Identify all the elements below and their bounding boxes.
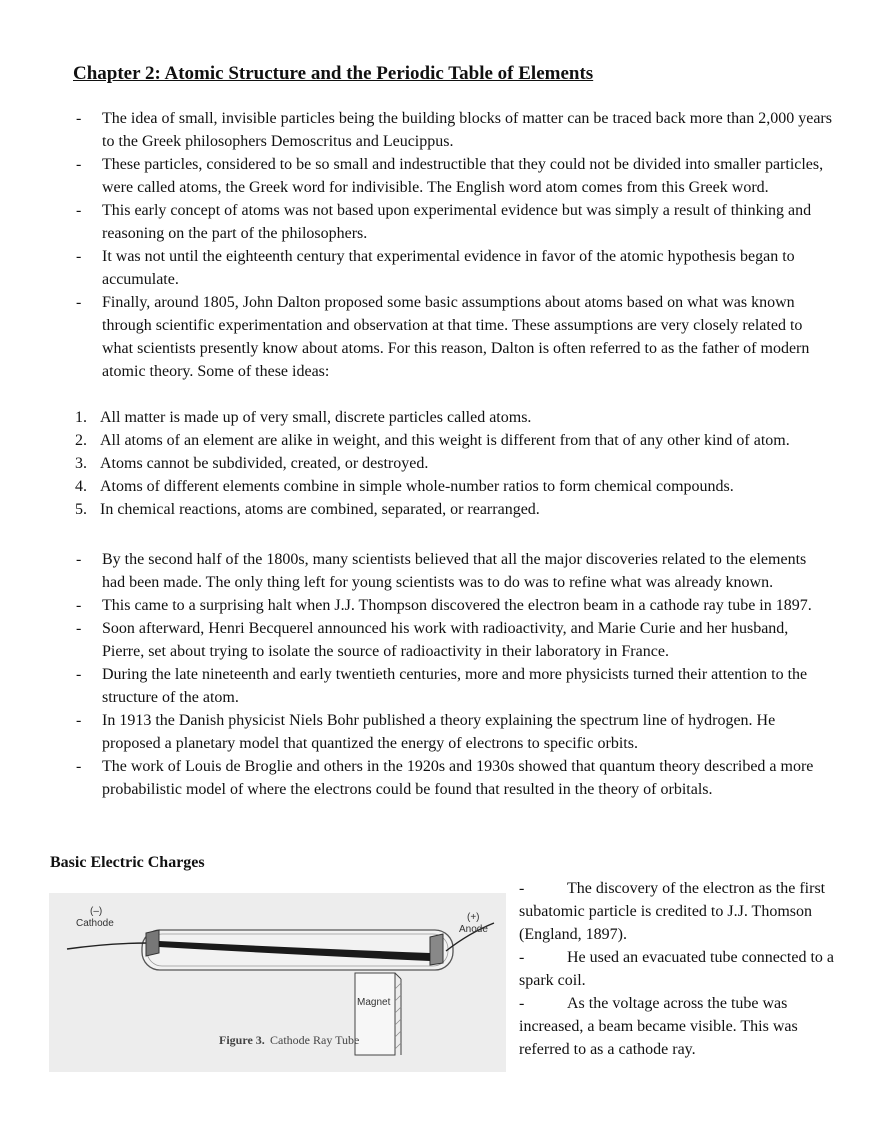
bullet-dash: - [76,248,82,265]
bullet-text: The discovery of the electron as the first subatomic particle is credited to J.J. Thomson (England, 1897). [519,880,826,943]
cathode-label: Cathode [76,918,114,929]
list-item [0,755,880,801]
bullet-text: He used an evacuated tube connected to a spark coil. [519,949,834,989]
item-number: 3. [75,455,87,472]
list-item [0,107,880,153]
bullet-text: This early concept of atoms was not based upon experimental evidence but was simply a result of thinking and reasoning on the part of the philosophers. [102,202,812,242]
list-item [519,877,839,946]
item-text: All matter is made up of very small, discrete particles called atoms. [100,409,532,426]
list-item [519,946,839,992]
list-item [0,406,880,429]
bullet-text: Soon afterward, Henri Becquerel announced his work with radioactivity, and Marie Curie and her husband, Pierre, set about trying to isolate the source of radioactivity in their laboratory in France. [102,620,789,660]
intro-bullet-list [0,107,880,383]
list-item [0,153,880,199]
figure-caption-text: Cathode Ray Tube [270,1033,360,1047]
cathode-electrode [146,930,159,956]
list-item [0,475,880,498]
bullet-dash: - [76,597,82,614]
bullet-text: The work of Louis de Broglie and others in the 1920s and 1930s showed that quantum theory described a more probabilistic model of where the electrons could be found that resulted in the theory of orbitals. [102,758,814,798]
cathode-sign: (–) [90,906,103,917]
chapter-title: Chapter 2: Atomic Structure and the Periodic Table of Elements [73,63,594,84]
dalton-ideas-list [0,406,880,521]
list-item [0,498,880,521]
list-item [0,452,880,475]
item-text: In chemical reactions, atoms are combined, separated, or rearranged. [100,501,540,518]
bullet-dash: - [76,712,82,729]
bullet-dash: - [76,110,82,127]
bullet-text: During the late nineteenth and early twentieth centuries, more and more physicists turned their attention to the structure of the atom. [102,666,808,706]
list-item [0,291,880,383]
list-item [0,594,880,617]
bullet-text: The idea of small, invisible particles being the building blocks of matter can be traced back more than 2,000 years to the Greek philosophers Demoscritus and Leucippus. [102,110,832,150]
bullet-dash: - [76,551,82,568]
bullet-dash: - [519,880,525,897]
figure-caption-number: Figure 3. [219,1033,265,1047]
section-heading: Basic Electric Charges [50,854,205,871]
side-bullet-list [519,877,839,1061]
list-item [519,992,839,1061]
bullet-text: In 1913 the Danish physicist Niels Bohr published a theory explaining the spectrum line of hydrogen. He proposed a planetary model that quantized the energy of electrons to specific orbits. [102,712,776,752]
bullet-dash: - [519,995,525,1012]
cathode-ray-tube-diagram [49,893,506,1072]
anode-electrode [430,934,443,965]
bullet-text: These particles, considered to be so small and indestructible that they could not be divided into smaller particles, were called atoms, the Greek word for indivisible. The English word atom comes from this Greek word. [102,156,824,196]
item-number: 4. [75,478,87,495]
item-number: 2. [75,432,87,449]
bullet-dash: - [76,294,82,311]
bullet-text: This came to a surprising halt when J.J. Thompson discovered the electron beam in a cathode ray tube in 1897. [102,597,812,614]
bullet-text: As the voltage across the tube was increased, a beam became visible. This was referred to as a cathode ray. [519,995,798,1058]
cathode-wire [67,943,149,949]
cathode-ray-tube-figure [49,893,506,1072]
list-item [0,548,880,594]
item-text: Atoms cannot be subdivided, created, or destroyed. [100,455,429,472]
item-number: 1. [75,409,87,426]
bullet-text: Finally, around 1805, John Dalton proposed some basic assumptions about atoms based on what was known through scientific experimentation and observation at that time. These assumptions are very closely related to what scientists presently know about atoms. For this reason, Dalton is often referred to as the father of modern atomic theory. Some of these ideas: [102,294,810,380]
list-item [0,663,880,709]
bullet-text: By the second half of the 1800s, many scientists believed that all the major discoveries related to the elements had been made. The only thing left for young scientists was to do was to refine what was already known. [102,551,807,591]
bullet-dash: - [76,758,82,775]
list-item [0,245,880,291]
magnet-label: Magnet [357,997,391,1008]
magnet-hatching [395,983,401,1049]
list-item [0,617,880,663]
bullet-text: It was not until the eighteenth century that experimental evidence in favor of the atomic hypothesis began to accumulate. [102,248,795,288]
list-item [0,199,880,245]
bullet-dash: - [519,949,525,966]
bullet-dash: - [76,156,82,173]
list-item [0,709,880,755]
item-text: Atoms of different elements combine in simple whole-number ratios to form chemical compounds. [100,478,734,495]
bullet-dash: - [76,202,82,219]
bullet-dash: - [76,620,82,637]
list-item [0,429,880,452]
anode-sign: (+) [467,912,480,923]
item-text: All atoms of an element are alike in weight, and this weight is different from that of any other kind of atom. [100,432,790,449]
anode-label: Anode [459,924,488,935]
magnet [355,973,395,1055]
bullet-dash: - [76,666,82,683]
item-number: 5. [75,501,87,518]
history-bullet-list [0,548,880,801]
